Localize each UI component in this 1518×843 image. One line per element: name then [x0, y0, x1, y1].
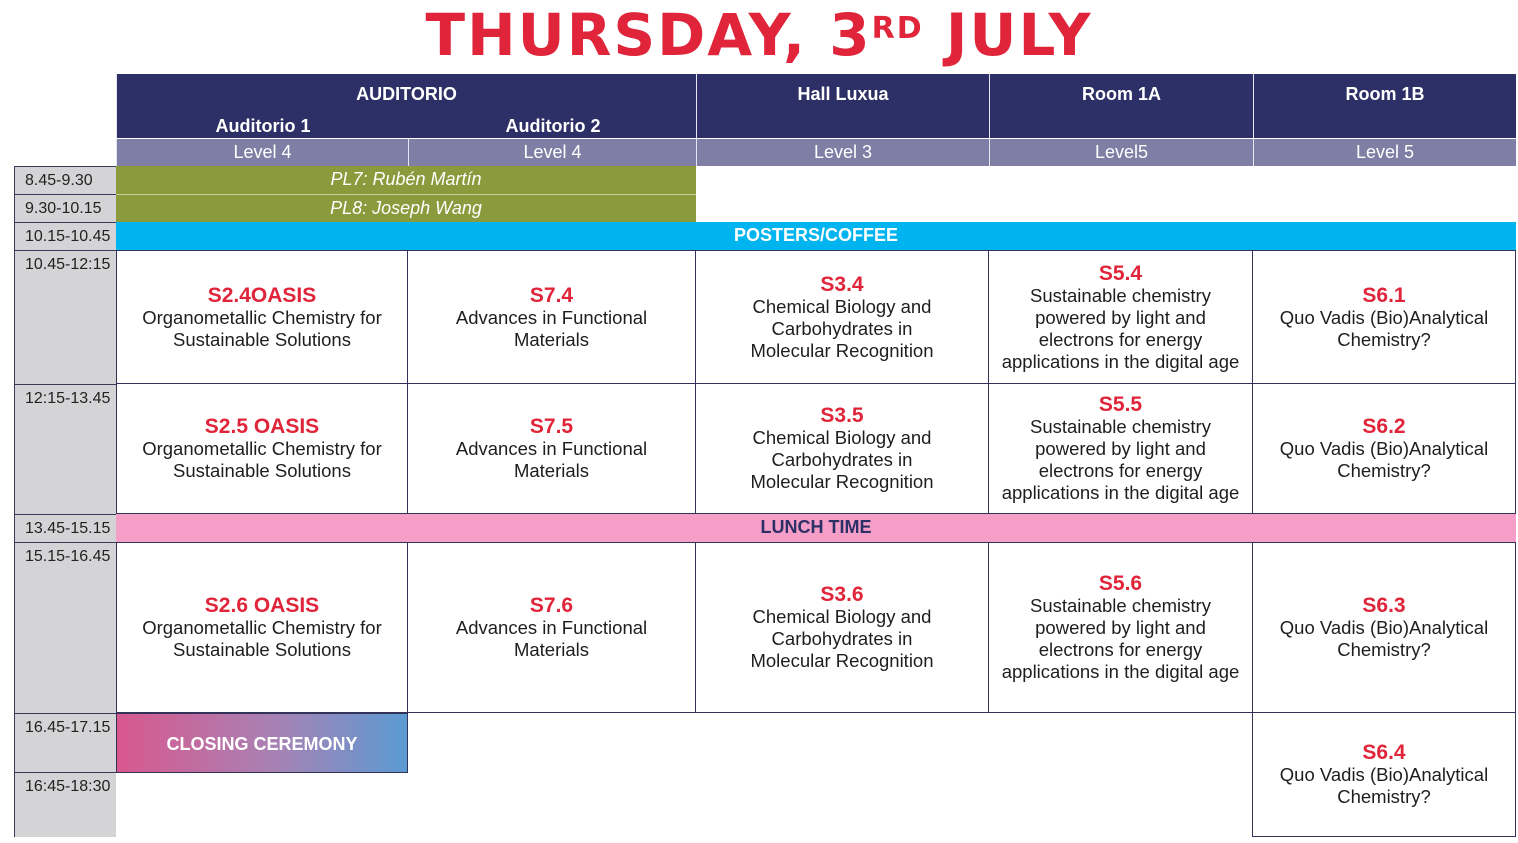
plenary-pl8-label: PL8: Joseph Wang [330, 198, 482, 218]
closing-ceremony [116, 713, 408, 773]
time-slot: 16:45-18:30 [14, 772, 116, 837]
session-title-line: Organometallic Chemistry for [142, 306, 382, 328]
session-title-line: Carbohydrates in [771, 628, 913, 649]
session-code: S3.5 [820, 404, 864, 427]
session-title-line: electrons for energy [1038, 328, 1203, 350]
session-title-line: applications in the digital age [1001, 482, 1240, 503]
session-cell [116, 542, 408, 713]
level-hall-luxua: Level 3 [696, 139, 989, 166]
session-code: S5.6 [1098, 572, 1143, 595]
session-title-line: powered by light and [1035, 438, 1206, 459]
session-cell [988, 542, 1253, 713]
time-slot: 9.30-10.15 [14, 194, 116, 222]
session-title-line: powered by light and [1035, 617, 1206, 638]
session-cell [1252, 712, 1516, 837]
lunch-bar [116, 514, 1516, 542]
session-title-line: Advances in Functional [455, 438, 648, 459]
session-title-line: Advances in Functional [455, 617, 648, 638]
time-slot: 12:15-13.45 [14, 384, 116, 514]
session-code: S7.4 [529, 283, 574, 307]
coffee-break-bar [116, 222, 1516, 250]
session-cell [407, 250, 696, 384]
plenary-pl7 [116, 166, 696, 194]
session-title-line: applications in the digital age [1001, 350, 1240, 372]
closing-ceremony-label: CLOSING CEREMONY [166, 734, 358, 754]
coffee-break-label: POSTERS/COFFEE [733, 225, 899, 245]
session-title-line: Materials [513, 460, 590, 481]
session-code: S3.6 [820, 583, 864, 606]
session-title-line: Organometallic Chemistry for [142, 438, 382, 459]
page-title: THURSDAY, 3RD JULY [425, 1, 1093, 69]
session-title-line: Carbohydrates in [771, 317, 913, 339]
session-title-line: Molecular Recognition [750, 471, 934, 492]
session-code: S2.6 OASIS [204, 594, 320, 617]
session-title-line: Organometallic Chemistry for [142, 617, 382, 638]
session-code: S2.4OASIS [207, 283, 317, 307]
header-auditorio [116, 74, 696, 138]
header-room-1a-label: Room 1A [1081, 84, 1161, 104]
header-room-1b [1253, 74, 1516, 138]
session-title-line: Sustainable chemistry [1030, 416, 1211, 437]
session-title-line: Chemistry? [1337, 460, 1431, 481]
level-room-1a: Level5 [989, 139, 1253, 166]
time-slot: 8.45-9.30 [14, 166, 116, 194]
session-cell [407, 383, 696, 514]
session-title-line: electrons for energy [1038, 639, 1203, 660]
lunch-label: LUNCH TIME [760, 517, 872, 537]
session-cell [1252, 383, 1516, 514]
session-code: S5.4 [1098, 261, 1143, 285]
header-hall-label: Hall Luxua [797, 84, 889, 104]
session-title-line: Sustainable chemistry [1030, 284, 1211, 306]
session-cell [695, 383, 989, 514]
header-auditorio-label: AUDITORIO [356, 84, 457, 104]
session-title-line: Sustainable Solutions [173, 460, 351, 481]
session-code: S5.5 [1098, 393, 1143, 416]
level-room-1b: Level 5 [1253, 139, 1516, 166]
session-code: S6.2 [1362, 415, 1406, 438]
session-title-line: Advances in Functional [455, 306, 648, 328]
level-auditorio-1: Level 4 [116, 139, 408, 166]
header-auditorio-1: Auditorio 1 [215, 116, 311, 136]
session-title-line: Sustainable Solutions [173, 639, 351, 660]
session-title-line: Quo Vadis (Bio)Analytical [1279, 438, 1489, 459]
session-title-line: Sustainable chemistry [1030, 595, 1211, 616]
session-title-line: Chemical Biology and [752, 427, 932, 448]
session-title-line: electrons for energy [1038, 460, 1203, 481]
session-cell [988, 250, 1253, 384]
header-room-1a [989, 74, 1253, 138]
level-auditorio-2: Level 4 [408, 139, 696, 166]
header-auditorio-2: Auditorio 2 [505, 116, 601, 136]
session-title-line: Quo Vadis (Bio)Analytical [1279, 764, 1489, 785]
session-title-line: Quo Vadis (Bio)Analytical [1279, 306, 1489, 328]
time-slot: 13.45-15.15 [14, 514, 116, 542]
session-title-line: Chemical Biology and [752, 606, 932, 627]
session-title-line: Chemistry? [1337, 786, 1431, 807]
session-title-line: Molecular Recognition [750, 339, 934, 361]
session-cell [1252, 542, 1516, 713]
session-code: S7.6 [529, 594, 574, 617]
time-slot: 10.15-10.45 [14, 222, 116, 250]
session-code: S6.4 [1362, 741, 1406, 764]
session-code: S3.4 [820, 272, 864, 296]
session-title-line: Materials [513, 328, 590, 350]
session-title-line: Chemistry? [1337, 639, 1431, 660]
time-slot: 16.45-17.15 [14, 713, 116, 772]
session-code: S7.5 [529, 415, 574, 438]
session-cell [695, 250, 989, 384]
time-slot: 15.15-16.45 [14, 542, 116, 713]
plenary-pl7-label: PL7: Rubén Martín [330, 169, 482, 189]
session-title-line: Sustainable Solutions [173, 328, 351, 350]
time-slot: 10.45-12:15 [14, 250, 116, 384]
session-title-line: Chemical Biology and [752, 295, 932, 317]
session-title-line: applications in the digital age [1001, 661, 1240, 682]
session-code: S6.1 [1362, 283, 1406, 307]
session-title-line: Materials [513, 639, 590, 660]
session-title-line: Quo Vadis (Bio)Analytical [1279, 617, 1489, 638]
plenary-pl8 [116, 194, 696, 222]
session-cell [116, 383, 408, 514]
session-code: S6.3 [1362, 594, 1406, 617]
session-cell [1252, 250, 1516, 384]
session-title-line: Carbohydrates in [771, 449, 913, 470]
session-title-line: powered by light and [1035, 306, 1206, 328]
session-cell [407, 542, 696, 713]
header-room-1b-label: Room 1B [1345, 84, 1425, 104]
session-title-line: Molecular Recognition [750, 650, 934, 671]
session-cell [695, 542, 989, 713]
session-cell [116, 250, 408, 384]
header-hall-luxua [696, 74, 989, 138]
session-cell [988, 383, 1253, 514]
session-code: S2.5 OASIS [204, 415, 320, 438]
session-title-line: Chemistry? [1337, 328, 1431, 350]
